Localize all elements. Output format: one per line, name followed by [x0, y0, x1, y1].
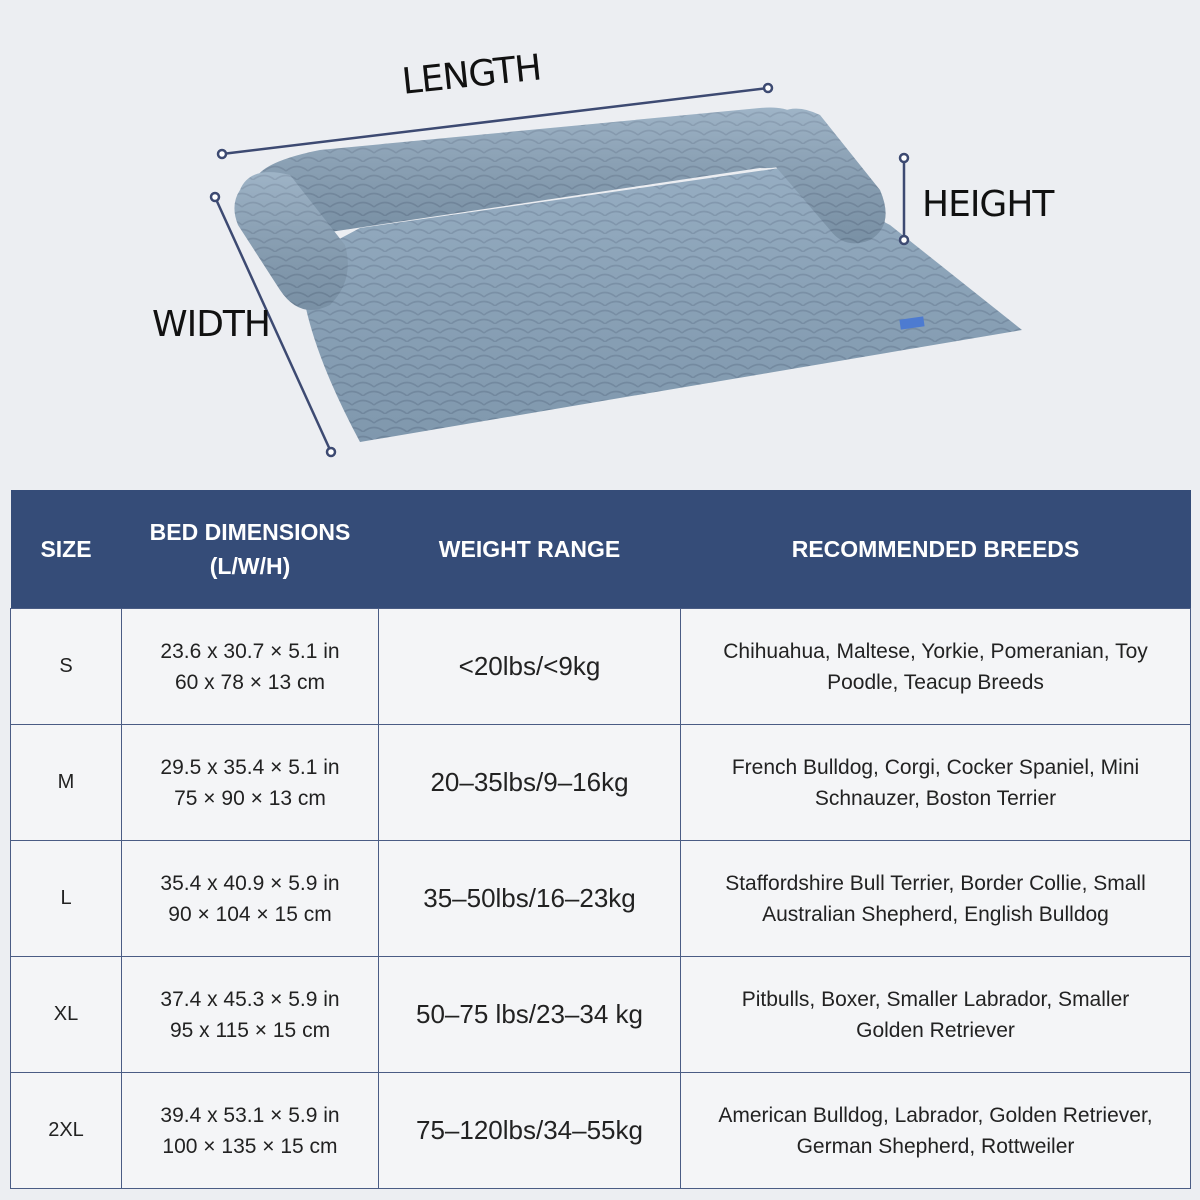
dimensions-cell [122, 609, 379, 725]
product-illustration [0, 0, 1200, 480]
header-breeds: RECOMMENDED BREEDS [681, 490, 1191, 609]
weight-cell: 20–35lbs/9–16kg [379, 725, 681, 841]
size-cell: 2XL [11, 1073, 122, 1189]
dimensions-cm: 90 × 104 × 15 cm [168, 902, 332, 926]
size-cell: L [11, 841, 122, 957]
length-label: LENGTH [400, 47, 543, 103]
header-row [11, 490, 1191, 609]
table-row [11, 609, 1191, 725]
breeds-cell [681, 609, 1191, 725]
dimensions-cell [122, 725, 379, 841]
breeds-cell [681, 1073, 1191, 1189]
height-measure-line [900, 154, 908, 244]
dimensions-inches: 35.4 x 40.9 × 5.9 in [160, 871, 340, 895]
breeds-line2: Australian Shepherd, English Bulldog [762, 902, 1109, 926]
header-weight: WEIGHT RANGE [379, 490, 681, 609]
size-cell: XL [11, 957, 122, 1073]
breeds-cell [681, 841, 1191, 957]
breeds-line1: American Bulldog, Labrador, Golden Retriever, [718, 1103, 1153, 1127]
header-dimensions [122, 490, 379, 609]
breeds-line2: Poodle, Teacup Breeds [827, 670, 1044, 694]
size-cell: S [11, 609, 122, 725]
table-header [11, 490, 1191, 609]
breeds-cell [681, 957, 1191, 1073]
dimensions-cell [122, 957, 379, 1073]
breeds-line2: Golden Retriever [856, 1018, 1015, 1042]
table-row [11, 725, 1191, 841]
breeds-cell [681, 725, 1191, 841]
dimensions-cm: 75 × 90 × 13 cm [174, 786, 326, 810]
breeds-line2: German Shepherd, Rottweiler [796, 1134, 1075, 1158]
dog-bed-image [0, 0, 1200, 480]
breeds-line1: Chihuahua, Maltese, Yorkie, Pomeranian, Toy [723, 639, 1148, 663]
breeds-line1: Staffordshire Bull Terrier, Border Collie, Small [725, 871, 1146, 895]
table-row [11, 1073, 1191, 1189]
dimensions-inches: 39.4 x 53.1 × 5.9 in [160, 1103, 340, 1127]
dimensions-cm: 60 x 78 × 13 cm [174, 670, 325, 694]
header-dimensions-line1: BED DIMENSIONS [149, 519, 351, 545]
header-size: SIZE [11, 490, 122, 609]
dimensions-inches: 23.6 x 30.7 × 5.1 in [160, 639, 340, 663]
weight-cell: 75–120lbs/34–55kg [379, 1073, 681, 1189]
weight-cell: 50–75 lbs/23–34 kg [379, 957, 681, 1073]
breeds-line2: Schnauzer, Boston Terrier [814, 786, 1057, 810]
weight-cell: 35–50lbs/16–23kg [379, 841, 681, 957]
dimensions-cm: 95 x 115 × 15 cm [169, 1018, 331, 1042]
dimensions-inches: 37.4 x 45.3 × 5.9 in [160, 987, 340, 1011]
breeds-line1: Pitbulls, Boxer, Smaller Labrador, Smaller [741, 987, 1130, 1011]
size-cell: M [11, 725, 122, 841]
weight-cell: <20lbs/<9kg [379, 609, 681, 725]
dimensions-cell [122, 841, 379, 957]
breeds-line1: French Bulldog, Corgi, Cocker Spaniel, Mini [731, 755, 1140, 779]
height-label: HEIGHT [922, 184, 1054, 225]
header-dimensions-line2: (L/W/H) [209, 553, 291, 579]
table-row [11, 957, 1191, 1073]
dimensions-cell [122, 1073, 379, 1189]
table-row [11, 841, 1191, 957]
size-chart-table [10, 490, 1191, 1189]
dimensions-inches: 29.5 x 35.4 × 5.1 in [160, 755, 340, 779]
width-label: WIDTH [152, 304, 270, 345]
dimensions-cm: 100 × 135 × 15 cm [162, 1134, 338, 1158]
